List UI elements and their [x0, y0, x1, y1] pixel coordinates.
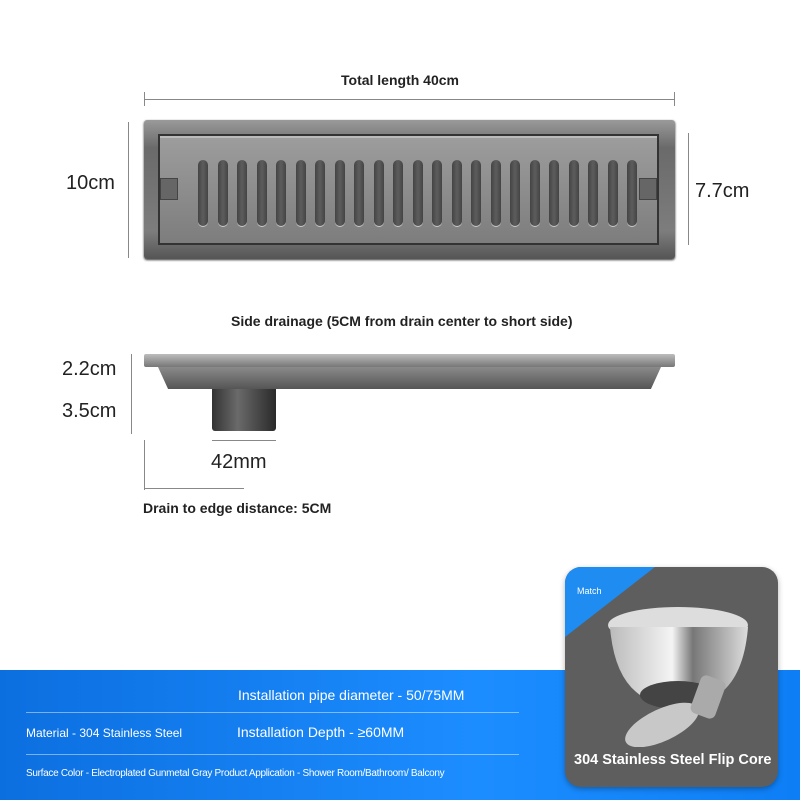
drain-top-view: [144, 120, 675, 259]
grate-slot: [374, 160, 384, 226]
grate-slot: [452, 160, 462, 226]
pipe-diameter-spec: Installation pipe diameter - 50/75MM: [238, 687, 465, 703]
edge-distance-line: [144, 488, 244, 489]
inner-height-line: [688, 133, 689, 245]
drain-grate: [158, 134, 659, 245]
grate-slot: [354, 160, 364, 226]
grate-slot: [296, 160, 306, 226]
pipe-width-label: 42mm: [211, 451, 267, 473]
grate-slot: [432, 160, 442, 226]
grate-slot: [315, 160, 325, 226]
flip-core-card: [565, 567, 778, 787]
drain-side-body: [144, 354, 675, 367]
grate-slot: [198, 160, 208, 226]
dimension-tick: [674, 92, 675, 106]
grate-slot: [471, 160, 481, 226]
divider: [26, 754, 519, 755]
grate-slot: [569, 160, 579, 226]
divider: [26, 712, 519, 713]
body-height-label: 2.2cm: [62, 358, 117, 380]
grate-slot: [608, 160, 618, 226]
length-dimension-line: [145, 99, 674, 100]
grate-slot: [588, 160, 598, 226]
grate-slot: [510, 160, 520, 226]
drain-side-pipe: [212, 389, 276, 431]
grate-slot: [335, 160, 345, 226]
match-badge: Match: [577, 586, 602, 596]
side-drainage-caption: Side drainage (5CM from drain center to short side): [231, 313, 573, 329]
material-spec: Material - 304 Stainless Steel: [26, 726, 183, 740]
pipe-height-label: 3.5cm: [62, 400, 117, 422]
dimension-tick: [144, 92, 145, 106]
grate-slot: [218, 160, 228, 226]
flip-core-title: 304 Stainless Steel Flip Core: [574, 752, 772, 768]
grate-notch: [639, 178, 657, 200]
grate-slot: [549, 160, 559, 226]
grate-slot: [413, 160, 423, 226]
side-height-line: [131, 354, 132, 434]
inner-height-label: 7.7cm: [695, 180, 750, 202]
surface-spec: Surface Color - Electroplated Gunmetal Gray Product Application - Shower Room/Bathroom/ Balcony: [26, 768, 445, 779]
grate-slot: [393, 160, 403, 226]
total-length-label: Total length 40cm: [341, 72, 459, 88]
edge-line: [144, 440, 145, 490]
grate-slot: [237, 160, 247, 226]
grate-slot: [627, 160, 637, 226]
grate-slot: [491, 160, 501, 226]
grate-slot: [257, 160, 267, 226]
flip-core-image: [600, 597, 760, 747]
drain-side-tray: [158, 367, 661, 389]
pipe-width-line: [212, 440, 276, 441]
grate-notch: [160, 178, 178, 200]
outer-height-label: 10cm: [66, 172, 115, 194]
grate-slot: [276, 160, 286, 226]
depth-spec: Installation Depth - ≥60MM: [237, 724, 405, 740]
height-dimension-line: [128, 122, 129, 258]
grate-slot: [530, 160, 540, 226]
drain-edge-label: Drain to edge distance: 5CM: [143, 500, 332, 516]
